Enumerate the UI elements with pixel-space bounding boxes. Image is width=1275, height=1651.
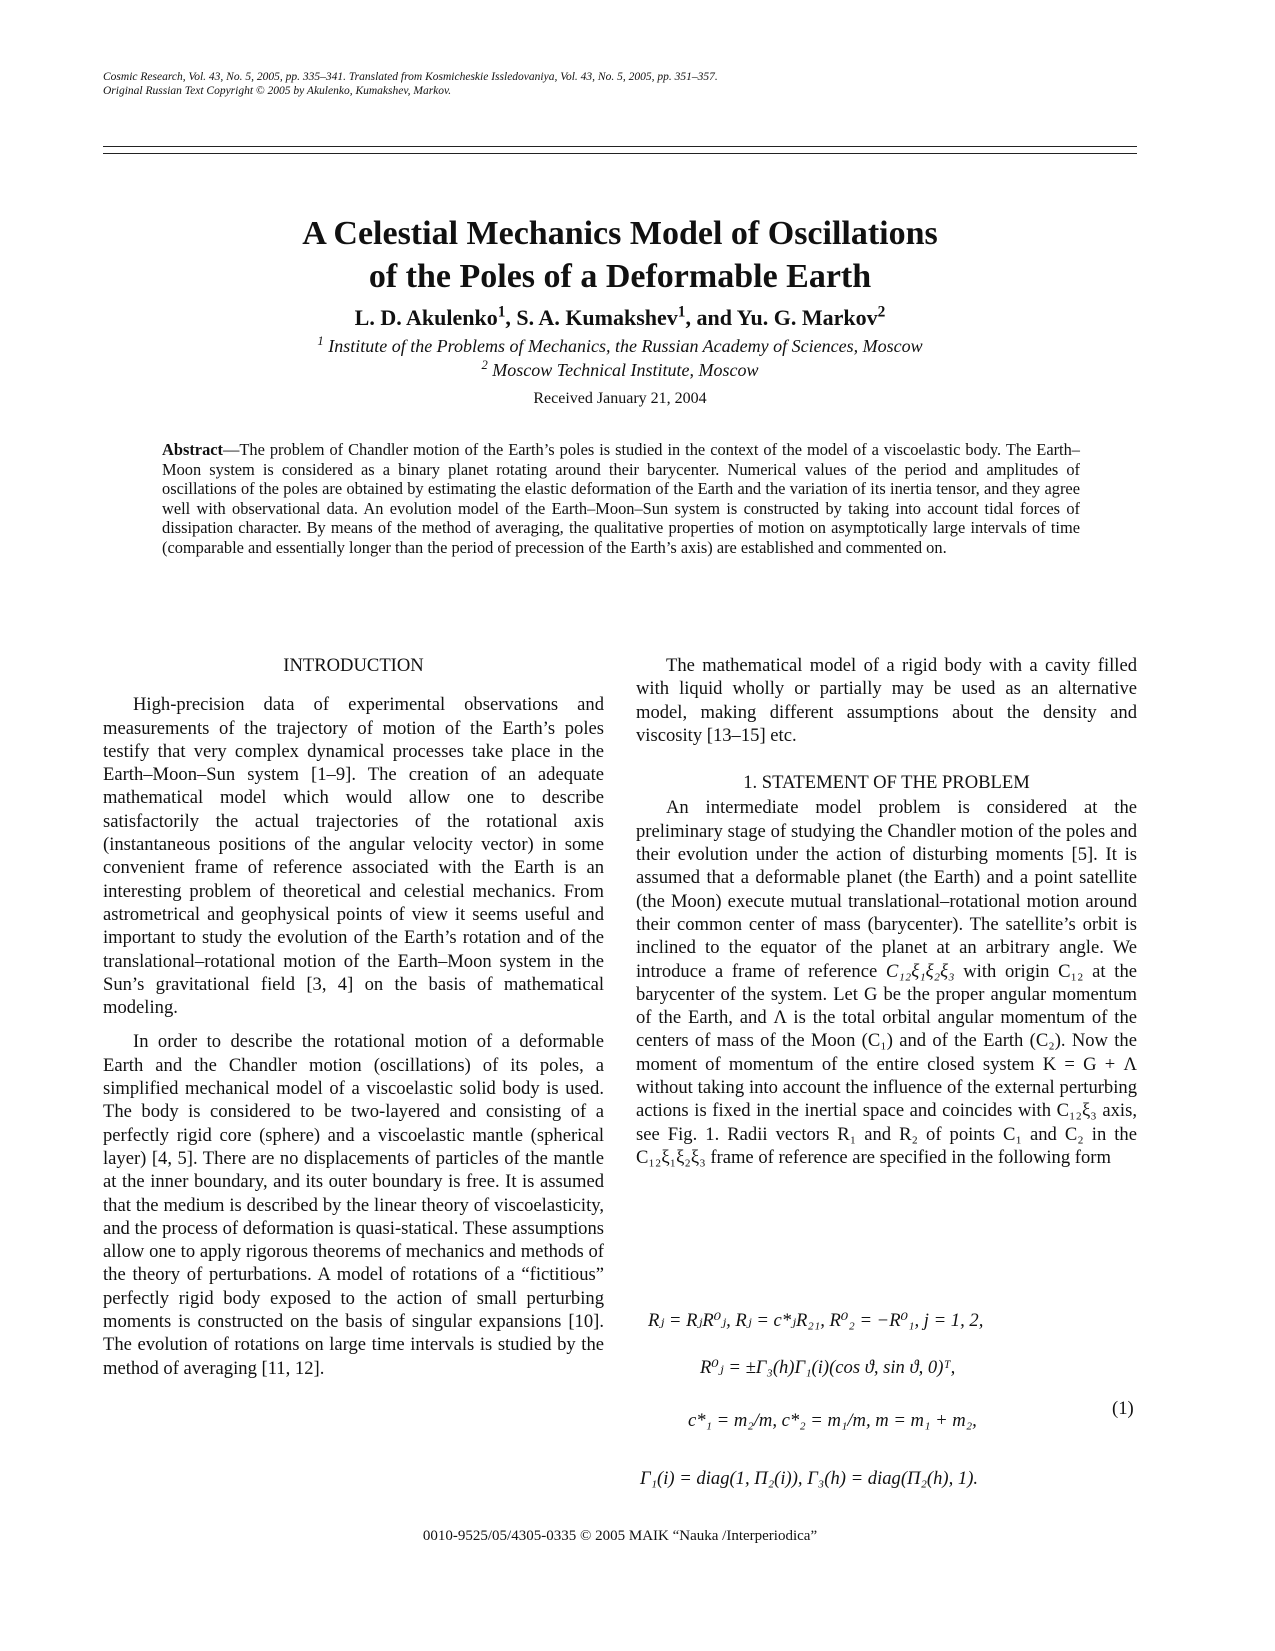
author-3: , and Yu. G. Markov bbox=[685, 305, 878, 330]
title-line-2: of the Poles of a Deformable Earth bbox=[368, 258, 872, 295]
affiliation-2-text: Moscow Technical Institute, Moscow bbox=[487, 360, 759, 380]
equation-line-1: Rⱼ = RⱼR⁰ⱼ, Rⱼ = c*ⱼR₂₁, R⁰₂ = −R⁰₁, j = 1, 2, bbox=[648, 1310, 984, 1331]
author-1-affil: 1 bbox=[497, 303, 506, 321]
journal-header bbox=[103, 70, 718, 98]
equation-line-4: Γ₁(i) = diag(1, Π₂(i)), Γ₃(h) = diag(Π₂(h), 1). bbox=[640, 1468, 979, 1489]
received-date: Received January 21, 2004 bbox=[533, 390, 707, 407]
affiliation-1-text: Institute of the Problems of Mechanics, the Russian Academy of Sciences, Moscow bbox=[323, 336, 923, 356]
right-paragraph-1: The mathematical model of a rigid body with a cavity filled with liquid wholly or partially may be used as an alternative model, making different assumptions about the density and viscosity [13–15] etc. bbox=[636, 655, 1137, 746]
intro-paragraph-2: In order to describe the rotational motion of a deformable Earth and the Chandler motion (oscillations) of its poles, a simplified mechanical model of a viscoelastic solid body is used. The body is considered to be two-layered and consisting of a perfectly rigid core (sphere) and a viscoelastic mantle (spherical layer) [4, 5]. There are no displacements of particles of the mantle at the inner boundary, and its outer boundary is free. It is assumed that the medium is described by the linear theory of viscoelasticity, and the process of deformation is quasi-statical. These assumptions allow one to apply rigorous theorems of mechanics and methods of the theory of perturbations. A model of rotations of a “fictitious” perfectly rigid body exposed to the action of small perturbing moments is constructed on the basis of singular expansions [10]. The evolution of rotations on large time intervals is studied by the method of averaging [11, 12]. bbox=[103, 1031, 604, 1379]
statement-paragraph bbox=[636, 796, 1137, 1169]
frame-symbol: C₁₂ξ₁ξ₂ξ₃ bbox=[885, 960, 955, 982]
statement-text-b: with origin C₁₂ at the barycenter of the system. Let G be the proper angular momentum of the Earth, and Λ is the total orbital angular momentum of the centers of mass of the Moon (C₁) and of the Earth (C₂). Now the moment of momentum of the entire closed system K = G + Λ without taking into account the influence of the external perturbing actions is fixed in the inertial space and coincides with C₁₂ξ₃ axis, see Fig. 1. Radii vectors R₁ and R₂ of points C₁ and C₂ in the C₁₂ξ₁ξ₂ξ₃ frame of reference are specified in the following form bbox=[636, 960, 1137, 1168]
author-2: , S. A. Kumakshev bbox=[505, 305, 678, 330]
author-list bbox=[103, 304, 1137, 332]
author-1: L. D. Akulenko bbox=[354, 305, 498, 330]
header-line-1: Cosmic Research, Vol. 43, No. 5, 2005, pp. 335–341. Translated from Kosmicheskie Issledovaniya, Vol. 43, No. 5, 2005, pp. 351–357. bbox=[103, 71, 718, 83]
affiliation-2 bbox=[103, 359, 1137, 381]
equation-number: (1) bbox=[1112, 1398, 1134, 1419]
affiliation-1-number: 1 bbox=[317, 334, 324, 348]
abstract-text: —The problem of Chandler motion of the Earth’s poles is studied in the context of the model of a viscoelastic body. The Earth–Moon system is considered as a binary planet rotating around their barycenter. Numerical values of the period and amplitudes of oscillations of the poles are obtained by estimating the elastic deformation of the Earth and the variation of its inertia tensor, and they agree well with observational data. An evolution model of the Earth–Moon–Sun system is constructed by taking into account tidal forces of dissipation character. By means of the method of averaging, the qualitative properties of motion on asymptotically large intervals of time (comparable and essentially longer than the period of precession of the Earth’s axis) are established and commented on. bbox=[162, 440, 1080, 557]
copyright-footer: 0010-9525/05/4305-0335 © 2005 MAIK “Nauka /Interperiodica” bbox=[422, 1528, 818, 1544]
left-column bbox=[103, 654, 604, 1380]
author-3-affil: 2 bbox=[877, 303, 886, 321]
equation-line-2: R⁰ⱼ = ±Γ₃(h)Γ₁(i)(cos ϑ, sin ϑ, 0)ᵀ, bbox=[700, 1357, 956, 1378]
author-2-affil: 1 bbox=[677, 303, 686, 321]
affiliation-2-number: 2 bbox=[481, 358, 488, 372]
header-rule-top bbox=[103, 146, 1137, 147]
header-rule-bottom bbox=[103, 153, 1137, 154]
paper-title bbox=[103, 212, 1137, 298]
right-column bbox=[636, 654, 1137, 1169]
affiliation-1 bbox=[103, 335, 1137, 357]
equation-line-3: c*₁ = m₂/m, c*₂ = m₁/m, m = m₁ + m₂, bbox=[688, 1410, 977, 1431]
abstract-label: Abstract bbox=[162, 440, 223, 459]
section-heading-introduction: INTRODUCTION bbox=[283, 655, 424, 676]
header-line-2: Original Russian Text Copyright © 2005 by Akulenko, Kumakshev, Markov. bbox=[103, 85, 452, 97]
intro-paragraph-1: High-precision data of experimental observations and measurements of the trajectory of motion of the Earth’s poles testify that very complex dynamical processes take place in the Earth–Moon–Sun system [1–9]. The creation of an adequate mathematical model which would allow one to describe satisfactorily the actual trajectories of the rotational axis (instantaneous positions of the angular velocity vector) in some convenient frame of reference associated with the Earth is an interesting problem of theoretical and celestial mechanics. From astrometrical and geophysical points of view it seems useful and important to study the evolution of the Earth’s rotation and of the translational–rotational motion of the Earth–Moon system in the Sun’s gravitational field [3, 4] on the basis of mathematical modeling. bbox=[103, 694, 604, 1019]
statement-text-a: An intermediate model problem is considered at the preliminary stage of studying the Chandler motion of the poles and their evolution under the action of disturbing moments [5]. It is assumed that a deformable planet (the Earth) and a point satellite (the Moon) execute mutual translational–rotational motion around their common center of mass (barycenter). The satellite’s orbit is inclined to the equator of the planet at an arbitrary angle. We introduce a frame of reference bbox=[636, 797, 1137, 982]
abstract bbox=[162, 440, 1080, 558]
section-heading-statement: 1. STATEMENT OF THE PROBLEM bbox=[743, 772, 1030, 794]
title-line-1: A Celestial Mechanics Model of Oscillations bbox=[302, 215, 938, 252]
